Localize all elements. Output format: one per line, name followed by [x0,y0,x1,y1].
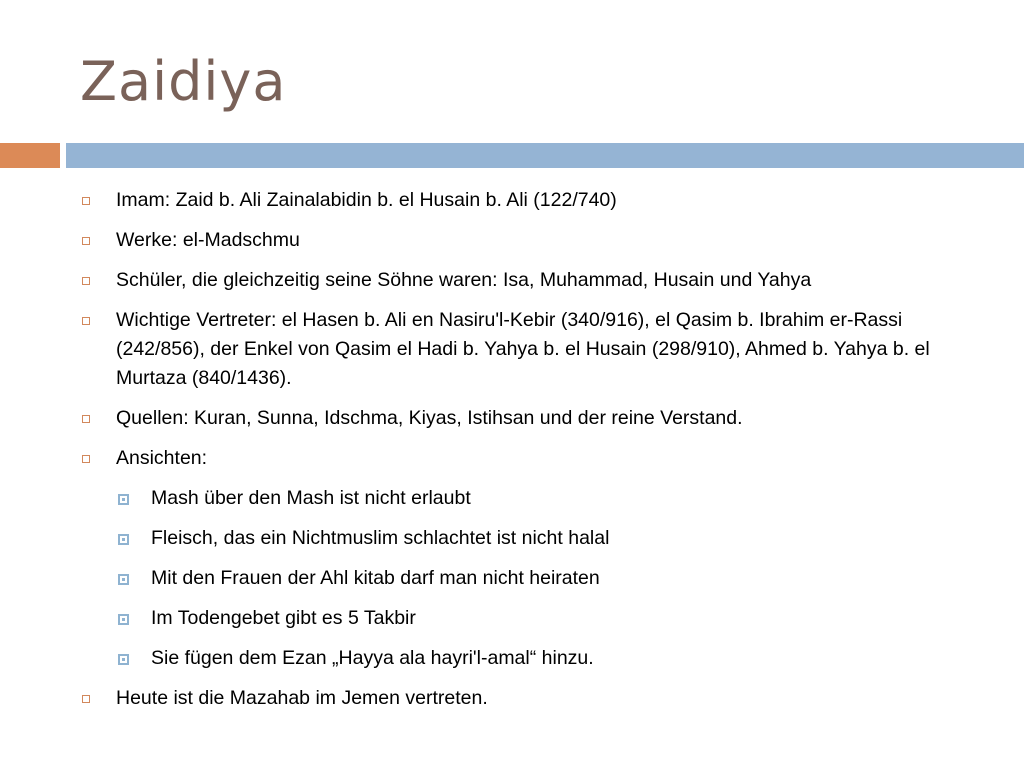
bullet-text: Werke: el-Madschmu [116,229,300,251]
sub-bullet-icon [118,534,129,545]
bullet-text: Heute ist die Mazahab im Jemen vertreten. [116,687,488,709]
slide-title: Zaidiya [80,50,287,113]
list-item [80,444,980,673]
sub-list-item [116,484,980,513]
sub-bullet-icon [118,654,129,665]
list-item [80,266,980,295]
list-item [80,226,980,255]
bullet-text: Imam: Zaid b. Ali Zainalabidin b. el Husain b. Ali (122/740) [116,189,617,211]
list-item [80,684,980,713]
sub-bullet-list [116,484,980,673]
square-bullet-icon [82,415,90,423]
square-bullet-icon [82,237,90,245]
square-bullet-icon [82,317,90,325]
sub-bullet-icon [118,574,129,585]
sub-bullet-icon [118,614,129,625]
sub-list-item [116,524,980,553]
bullet-text: Wichtige Vertreter: el Hasen b. Ali en Nasiru'l-Kebir (340/916), el Qasim b. Ibrahim er-Rassi (242/856), der Enkel von Qasim el Hadi b. Yahya b. el Husain (298/910), Ahmed b. Yahya b. el Murtaza (840/1436). [116,309,930,389]
sub-list-item [116,604,980,633]
sub-bullet-icon [118,494,129,505]
bullet-text: Ansichten: [116,447,208,469]
list-item [80,186,980,215]
sub-bullet-text: Mash über den Mash ist nicht erlaubt [151,487,471,509]
sub-bullet-text: Im Todengebet gibt es 5 Takbir [151,607,416,629]
bullet-text: Schüler, die gleichzeitig seine Söhne waren: Isa, Muhammad, Husain und Yahya [116,269,812,291]
sub-bullet-text: Mit den Frauen der Ahl kitab darf man nicht heiraten [151,567,600,589]
accent-bar-blue [66,143,1024,168]
sub-list-item [116,644,980,673]
list-item [80,306,980,393]
bullet-text: Quellen: Kuran, Sunna, Idschma, Kiyas, Istihsan und der reine Verstand. [116,407,743,429]
square-bullet-icon [82,695,90,703]
square-bullet-icon [82,455,90,463]
square-bullet-icon [82,277,90,285]
square-bullet-icon [82,197,90,205]
bullet-list [80,186,980,724]
accent-bar-orange [0,143,60,168]
sub-bullet-text: Fleisch, das ein Nichtmuslim schlachtet ist nicht halal [151,527,610,549]
sub-list-item [116,564,980,593]
sub-bullet-text: Sie fügen dem Ezan „Hayya ala hayri'l-amal“ hinzu. [151,647,594,669]
list-item [80,404,980,433]
